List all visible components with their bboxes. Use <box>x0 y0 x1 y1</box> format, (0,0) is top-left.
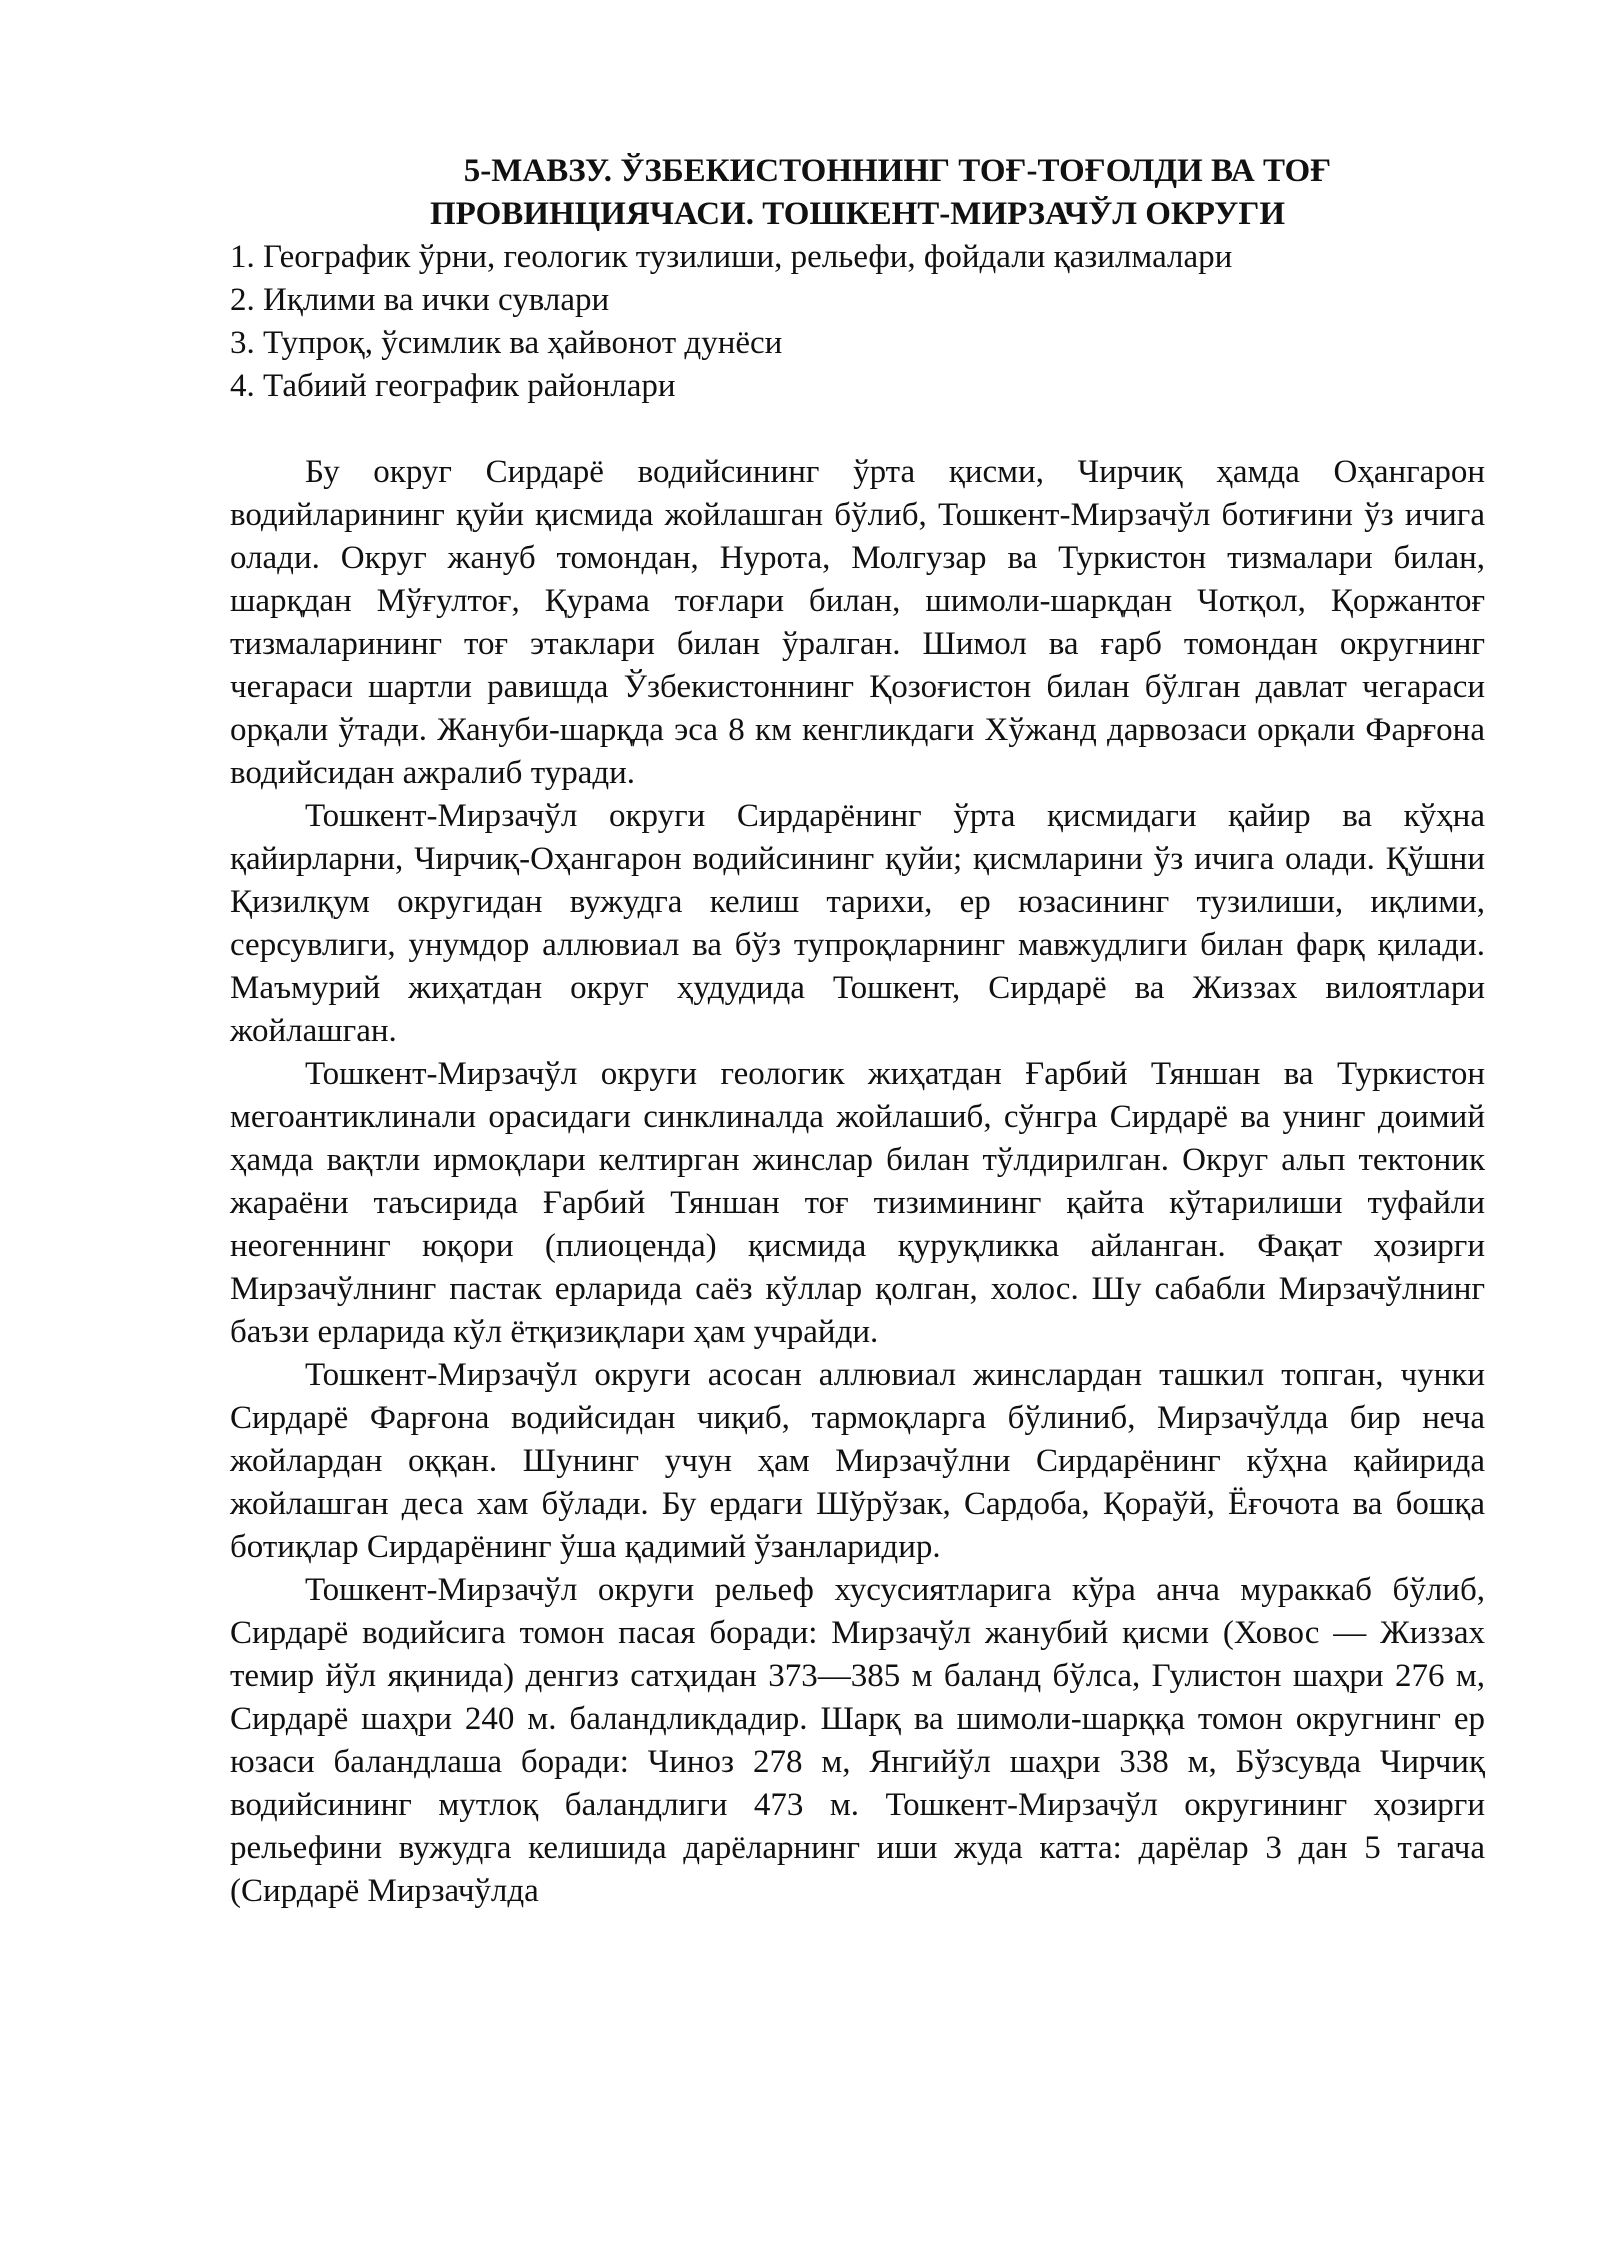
topic-item: 2. Иқлими ва ички сувлари <box>230 282 610 318</box>
document-title <box>230 150 1485 236</box>
paragraph-2: Тошкент-Мирзачўл округи Сирдарёнинг ўрта қисмидаги қайир ва кўҳна қайирларни, Чирчиқ-Оҳангарон водийсининг қуйи; қисмларини ўз ичига олади. Қўшни Қизилқум округидан вужудга келиш тарихи, ер юзасининг тузилиши, иқлими, серсувлиги, унумдор аллювиал ва бўз тупроқларнинг мавжудлиги билан фарқ қилади. Маъмурий жиҳатдан округ ҳудудида Тошкент, Сирдарё ва Жиззах вилоятлари жойлашган. <box>230 798 1485 1049</box>
topic-item: 4. Табиий географик районлари <box>230 368 676 404</box>
title-line-1: 5-МАВЗУ. ЎЗБЕКИСТОННИНГ ТОҒ-ТОҒОЛДИ ВА ТОҒ <box>463 153 1332 189</box>
topic-list <box>230 236 1485 408</box>
document-page <box>230 150 1485 1913</box>
title-line-2: ПРОВИНЦИЯЧАСИ. ТОШКЕНТ-МИРЗАЧЎЛ ОКРУГИ <box>429 196 1286 232</box>
body-text <box>230 451 1485 1913</box>
paragraph-5: Тошкент-Мирзачўл округи рельеф хусусиятларига кўра анча мураккаб бўлиб, Сирдарё водийсига томон пасая боради: Мирзачўл жанубий қисми (Ховос — Жиззах темир йўл яқинида) денгиз сатҳидан 373—385 м баланд бўлса, Гулистон шаҳри 276 м, Сирдарё шаҳри 240 м. баландликдадир. Шарқ ва шимоли-шарққа томон округнинг ер юзаси баландлаша боради: Чиноз 278 м, Янгийўл шаҳри 338 м, Бўзсувда Чирчиқ водийсининг мутлоқ баландлиги 473 м. Тошкент-Мирзачўл округининг ҳозирги рельефини вужудга келишида дарёларнинг иши жуда катта: дарёлар 3 дан 5 тагача (Сирдарё Мирзачўлда <box>230 1572 1485 1909</box>
paragraph-1: Бу округ Сирдарё водийсининг ўрта қисми, Чирчиқ ҳамда Оҳангарон водийларининг қуйи қисмида жойлашган бўлиб, Тошкент-Мирзачўл ботиғини ўз ичига олади. Округ жануб томондан, Нурота, Молгузар ва Туркистон тизмалари билан, шарқдан Мўғултоғ, Қурама тоғлари билан, шимоли-шарқдан Чотқол, Қоржантоғ тизмаларининг тоғ этаклари билан ўралган. Шимол ва ғарб томондан округнинг чегараси шартли равишда Ўзбекистоннинг Қозоғистон билан бўлган давлат чегараси орқали ўтади. Жануби-шарқда эса 8 км кенгликдаги Хўжанд дарвозаси орқали Фарғона водийсидан ажралиб туради. <box>230 454 1485 791</box>
topic-item: 1. Географик ўрни, геологик тузилиши, рельефи, фойдали қазилмалари <box>230 239 1233 275</box>
paragraph-4: Тошкент-Мирзачўл округи асосан аллювиал жинслардан ташкил топган, чунки Сирдарё Фарғона водийсидан чиқиб, тармоқларга бўлиниб, Мирзачўлда бир неча жойлардан оққан. Шунинг учун ҳам Мирзачўлни Сирдарёнинг кўҳна қайирида жойлашган деса хам бўлади. Бу ердаги Шўрўзак, Сардоба, Қораўй, Ёғочота ва бошқа ботиқлар Сирдарёнинг ўша қадимий ўзанларидир. <box>230 1357 1485 1565</box>
topic-item: 3. Тупроқ, ўсимлик ва ҳайвонот дунёси <box>230 325 783 361</box>
section-spacer <box>230 408 1485 451</box>
paragraph-3: Тошкент-Мирзачўл округи геологик жиҳатдан Ғарбий Тяншан ва Туркистон мегоантиклинали орасидаги синклиналда жойлашиб, сўнгра Сирдарё ва унинг доимий ҳамда вақтли ирмоқлари келтирган жинслар билан тўлдирилган. Округ альп тектоник жараёни таъсирида Ғарбий Тяншан тоғ тизимининг қайта кўтарилиши туфайли неогеннинг юқори (плиоценда) қисмида қуруқликка айланган. Фақат ҳозирги Мирзачўлнинг пастак ерларида саёз кўллар қолган, холос. Шу сабабли Мирзачўлнинг баъзи ерларида кўл ётқизиқлари ҳам учрайди. <box>230 1056 1485 1350</box>
